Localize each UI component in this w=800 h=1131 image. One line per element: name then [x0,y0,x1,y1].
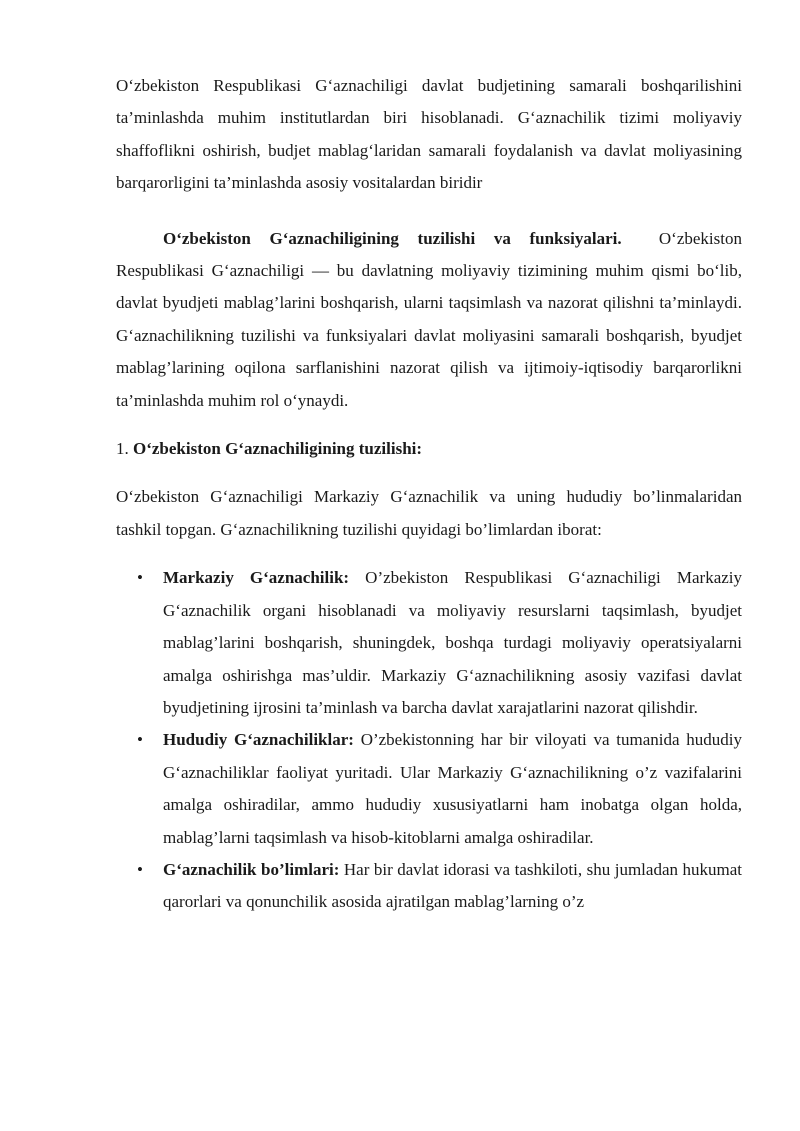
structure-intro-paragraph: O‘zbekiston G‘aznachiligi Markaziy G‘aznachilik va uning hududiy bo’linmalaridan tashkil topgan. G‘aznachilikning tuzilishi quyidagi bo’limlardan iborat: [116,487,742,539]
list-item-term: Markaziy G‘aznachilik: [163,568,350,588]
list-item [116,854,742,919]
list-item-text: O’zbekistonning har bir viloyati va tumanida hududiy G‘aznachiliklar faoliyat yuritadi. Ular Markaziy G‘aznachilikning o’z vazifalarini amalga oshiradilar, ammo hududiy xususiyatlarni ham inobatga olgan holda, mablag’larni taqsimlash va hisob-kitoblarni amalga oshiradilar. [163,730,743,847]
section-heading: O‘zbekiston G‘aznachiligining tuzilishi va funksiyalari. [163,228,622,248]
bullet-icon: • [137,568,143,588]
list-item-text: Har bir davlat idorasi va tashkiloti, shu jumladan hukumat qarorlari va qonunchilik asosida ajratilgan mablag’larning o’z [163,859,742,912]
list-item-term: G‘aznachilik bo’limlari: [163,859,340,879]
bullet-icon: • [137,730,143,750]
structure-list [116,562,742,918]
subheading [116,433,742,465]
document-page [116,70,742,919]
bullet-icon: • [137,859,143,879]
list-item-text: O’zbekiston Respublikasi G‘aznachiligi Markaziy G‘aznachilik organi hisoblanadi va moliyaviy resurslarni taqsimlash, byudjet mablag’larini boshqarish, shuningdek, boshqa turdagi moliyaviy operatsiyalarni amalga oshirishga mas’uldir. Markaziy G‘aznachilikning asosiy vazifasi davlat byudjetining ijrosini ta’minlash va barcha davlat xarajatlarini nazorat qilishdir. [163,568,743,717]
list-item [116,724,742,854]
subheading-title: O‘zbekiston G‘aznachiligining tuzilishi: [133,439,423,459]
list-item [116,562,742,724]
intro-paragraph: O‘zbekiston Respublikasi G‘aznachiligi davlat budjetining samarali boshqarilishini ta’minlashda muhim institutlardan biri hisoblanadi. G‘aznachilik tizimi moliyaviy shaffoflikni oshirish, budjet mablag‘laridan samarali foydalanish va davlat moliyasining barqarorligini ta’minlashda asosiy vositalardan biridir [116,76,742,193]
section-text: O‘zbekiston Respublikasi G‘aznachiligi — bu davlatning moliyaviy tizimining muhim qismi bo‘lib, davlat byudjeti mablag’larini boshqarish, ularni taqsimlash va nazorat qilishni ta’minlaydi. G‘aznachilikning tuzilishi va funksiyalari davlat moliyasini samarali boshqarish, byudjet mablag’larining oqilona sarflanishini nazorat qilish va ijtimoiy-iqtisodiy barqarorlikni ta’minlashda muhim rol o‘ynaydi. [116,228,742,410]
section-paragraph [116,223,742,417]
list-item-term: Hududiy G‘aznachiliklar: [163,730,354,750]
subheading-number: 1. [116,439,129,459]
